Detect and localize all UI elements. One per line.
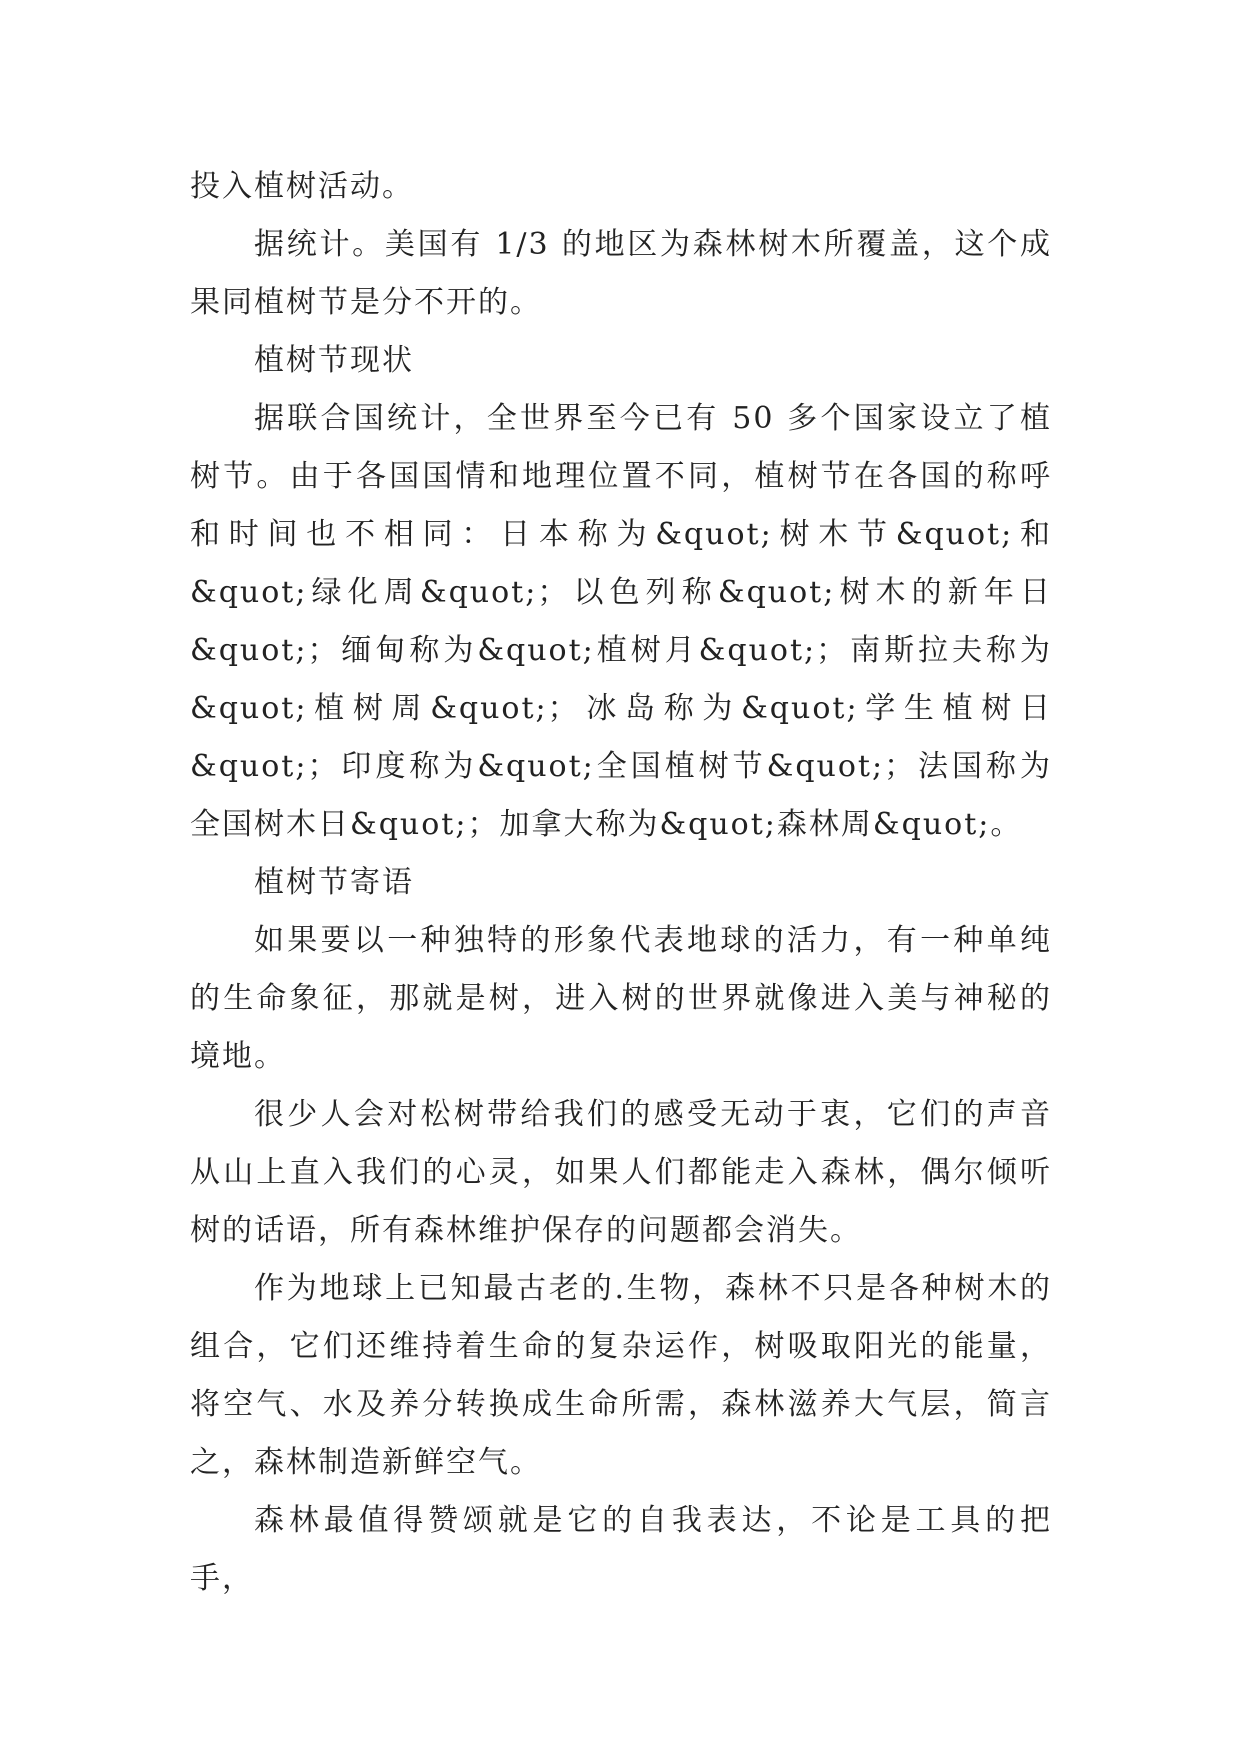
paragraph-6: 作为地球上已知最古老的.生物，森林不只是各种树木的组合，它们还维持着生命的复杂运作，树吸取阳光的能量，将空气、水及养分转换成生命所需，森林滋养大气层，简言之，森林制造新鲜空气。 bbox=[190, 1271, 1052, 1480]
paragraph-2: 据统计。美国有 1/3 的地区为森林树木所覆盖，这个成果同植树节是分不开的。 bbox=[190, 227, 1052, 320]
paragraph-1: 投入植树活动。 bbox=[190, 169, 414, 204]
section-heading-message: 植树节寄语 bbox=[254, 865, 414, 900]
document-body bbox=[190, 158, 1052, 1608]
paragraph-5: 很少人会对松树带给我们的感受无动于衷，它们的声音从山上直入我们的心灵，如果人们都能走入森林，偶尔倾听树的话语，所有森林维护保存的问题都会消失。 bbox=[190, 1097, 1052, 1248]
paragraph-3: 据联合国统计，全世界至今已有 50 多个国家设立了植树节。由于各国国情和地理位置不同，植树节在各国的称呼和时间也不相同：日本称为&quot;树木节&quot;和&quot;绿化周&quot;；以色列称&quot;树木的新年日&quot;；缅甸称为&quot;植树月&quot;；南斯拉夫称为&quot;植树周&quot;；冰岛称为&quot;学生植树日&quot;；印度称为&quot;全国植树节&quot;；法国称为全国树木日&quot;；加拿大称为&quot;森林周&quot;。 bbox=[190, 401, 1052, 842]
section-heading-status: 植树节现状 bbox=[254, 343, 414, 378]
paragraph-4: 如果要以一种独特的形象代表地球的活力，有一种单纯的生命象征，那就是树，进入树的世界就像进入美与神秘的境地。 bbox=[190, 923, 1052, 1074]
paragraph-7: 森林最值得赞颂就是它的自我表达，不论是工具的把手， bbox=[190, 1503, 1052, 1596]
